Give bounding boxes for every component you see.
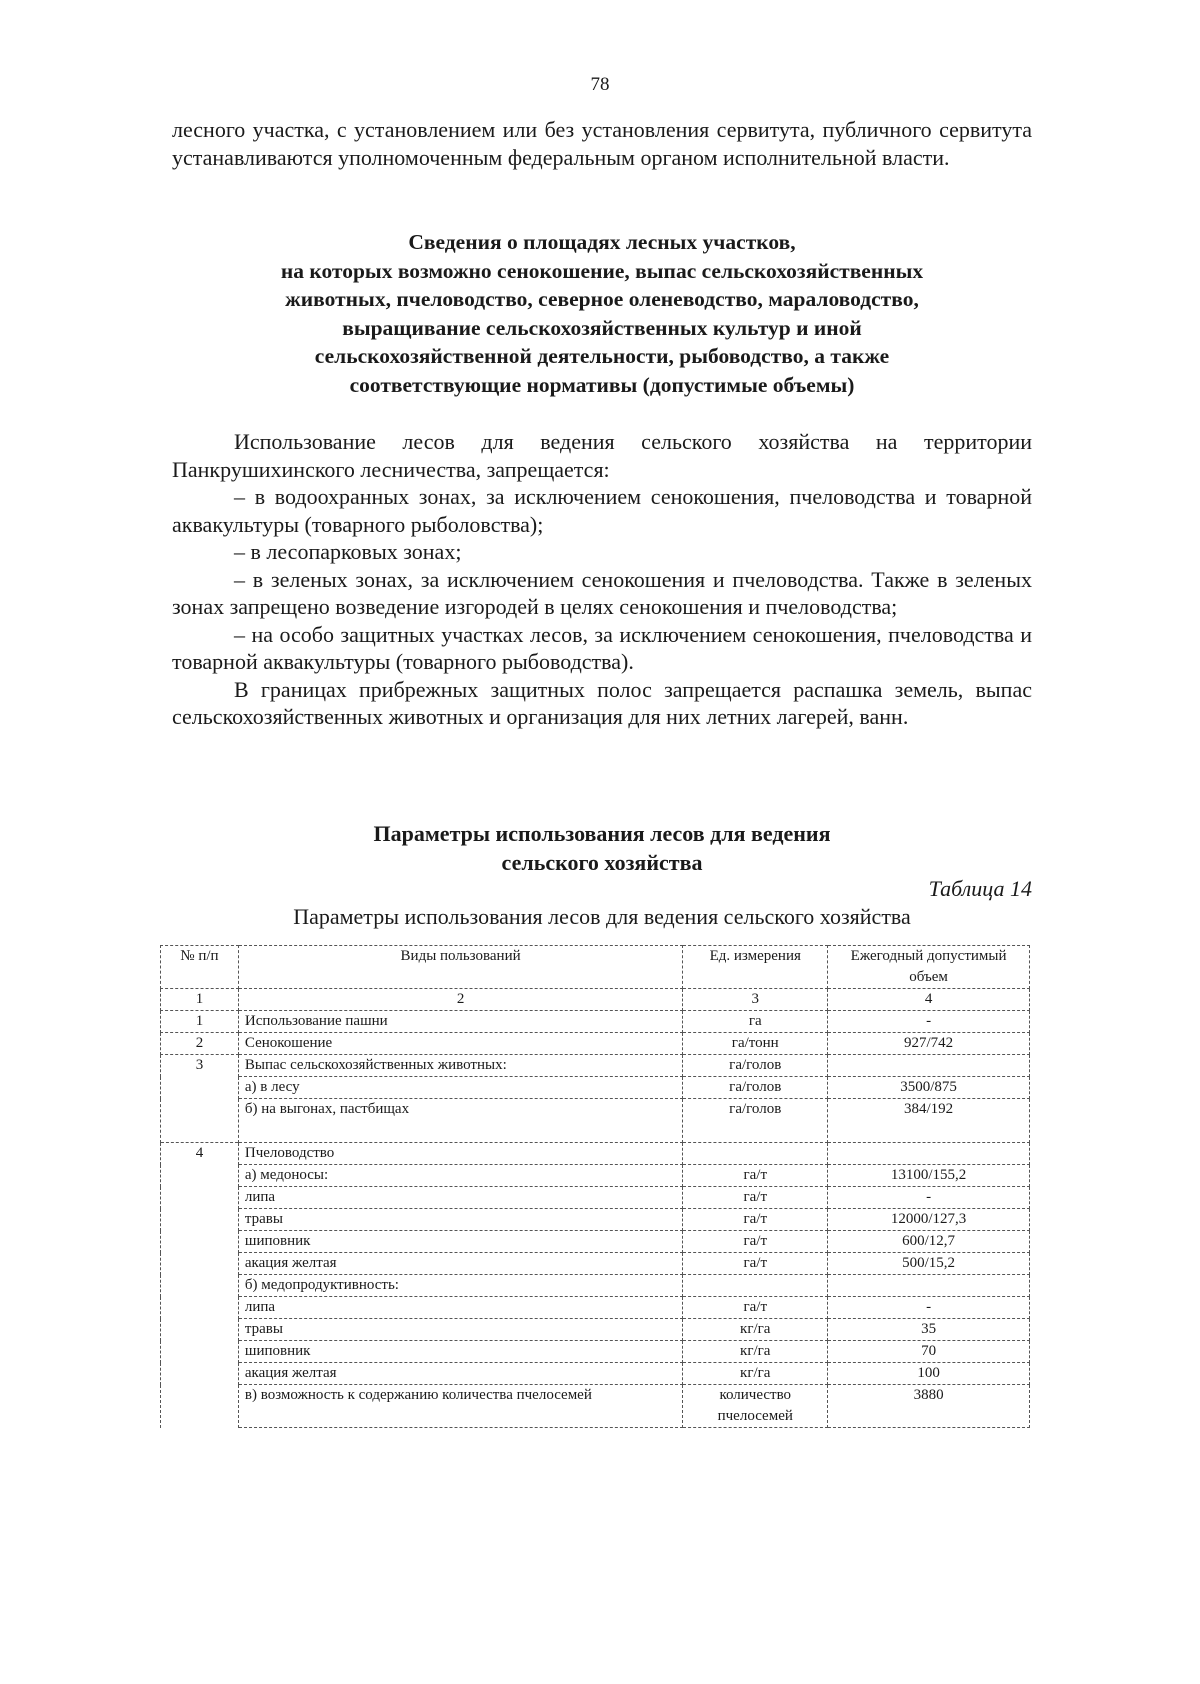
table-cell: 2 xyxy=(161,1033,239,1055)
table-row xyxy=(161,1231,1030,1253)
table-cell: 3 xyxy=(161,1055,239,1077)
table-cell xyxy=(161,1077,239,1099)
table-caption: Таблица 14 xyxy=(928,876,1032,901)
heading-line: соответствующие нормативы (допустимые объемы) xyxy=(349,372,855,397)
table-cell: шиповник xyxy=(238,1231,682,1253)
table-cell: липа xyxy=(238,1297,682,1319)
table-cell xyxy=(828,1275,1030,1297)
table-cell: акация желтая xyxy=(238,1253,682,1275)
column-number-cell: 4 xyxy=(828,989,1030,1011)
table-cell xyxy=(828,1055,1030,1077)
table-row xyxy=(161,1077,1030,1099)
table-row xyxy=(161,1363,1030,1385)
table-cell: га/голов xyxy=(683,1099,828,1143)
table-cell: га/голов xyxy=(683,1077,828,1099)
table-cell: - xyxy=(828,1297,1030,1319)
table-cell: 500/15,2 xyxy=(828,1253,1030,1275)
heading-line: сельскохозяйственной деятельности, рыбоводство, а также xyxy=(314,344,890,368)
table-cell xyxy=(161,1341,239,1363)
table-cell xyxy=(828,1143,1030,1165)
paragraph: – в водоохранных зонах, за исключением сенокошения, пчеловодства и товарной аквакультуры (товарного рыболовства); xyxy=(172,484,1032,537)
table-cell: а) в лесу xyxy=(238,1077,682,1099)
table-cell: травы xyxy=(238,1209,682,1231)
table-cell: га/тонн xyxy=(683,1033,828,1055)
table-cell xyxy=(161,1385,239,1428)
table-cell: б) на выгонах, пастбищах xyxy=(238,1099,682,1143)
table-cell: шиповник xyxy=(238,1341,682,1363)
table-cell: кг/га xyxy=(683,1319,828,1341)
table-cell: га/т xyxy=(683,1187,828,1209)
table-cell xyxy=(161,1319,239,1341)
table-cell: - xyxy=(828,1187,1030,1209)
table-row xyxy=(161,1297,1030,1319)
table-cell: га/т xyxy=(683,1297,828,1319)
table-cell xyxy=(161,1253,239,1275)
heading-line: животных, пчеловодство, северное оленеводство, мараловодство, xyxy=(285,287,919,311)
table-row xyxy=(161,1253,1030,1275)
heading-line: на которых возможно сенокошение, выпас сельскохозяйственных xyxy=(280,258,924,283)
table-section-heading xyxy=(172,820,1032,877)
table-row xyxy=(161,1187,1030,1209)
table-row xyxy=(161,1319,1030,1341)
paragraph: Использование лесов для ведения сельского хозяйства на территории Панкрушихинского лесничества, запрещается: xyxy=(172,429,1032,482)
intro-paragraph xyxy=(172,116,1032,171)
table-cell xyxy=(683,1275,828,1297)
table-cell xyxy=(161,1209,239,1231)
table-cell: 100 xyxy=(828,1363,1030,1385)
table-cell: липа xyxy=(238,1187,682,1209)
table-cell: акация желтая xyxy=(238,1363,682,1385)
table-cell: га/голов xyxy=(683,1055,828,1077)
parameters-table xyxy=(160,945,1030,1428)
table-cell: кг/га xyxy=(683,1363,828,1385)
table-cell: в) возможность к содержанию количества пчелосемей xyxy=(238,1385,682,1428)
table-cell: 1 xyxy=(161,1011,239,1033)
table-row xyxy=(161,1099,1030,1143)
heading-line: Сведения о площадях лесных участков, xyxy=(408,230,796,254)
table-cell: 3880 xyxy=(828,1385,1030,1428)
table-cell: 12000/127,3 xyxy=(828,1209,1030,1231)
table-cell xyxy=(161,1165,239,1187)
header-cell: Ед. измерения xyxy=(683,946,828,989)
table-cell: кг/га xyxy=(683,1341,828,1363)
table-cell: га/т xyxy=(683,1231,828,1253)
table-cell xyxy=(161,1187,239,1209)
heading-line: выращивание сельскохозяйственных культур и иной xyxy=(342,315,862,340)
table-cell: Использование пашни xyxy=(238,1011,682,1033)
heading-line: сельского хозяйства xyxy=(501,849,703,875)
table-title: Параметры использования лесов для ведения сельского хозяйства xyxy=(293,904,911,929)
intro-text: лесного участка, с установлением или без установления сервитута, публичного сервитута устанавливаются уполномоченным федеральным органом исполнительной власти. xyxy=(172,117,1032,170)
table-cell: 384/192 xyxy=(828,1099,1030,1143)
table-cell: 927/742 xyxy=(828,1033,1030,1055)
table-row xyxy=(161,1209,1030,1231)
table-cell: га/т xyxy=(683,1165,828,1187)
header-cell: № п/п xyxy=(161,946,239,989)
table-cell: Сенокошение xyxy=(238,1033,682,1055)
header-cell: Виды пользований xyxy=(238,946,682,989)
table-row xyxy=(161,1143,1030,1165)
table-cell: количество пчелосемей xyxy=(683,1385,828,1428)
table-row xyxy=(161,1033,1030,1055)
column-number-cell: 3 xyxy=(683,989,828,1011)
table-cell: Выпас сельскохозяйственных животных: xyxy=(238,1055,682,1077)
table-row xyxy=(161,1341,1030,1363)
table-cell xyxy=(161,1099,239,1143)
table-cell: травы xyxy=(238,1319,682,1341)
table-cell: 13100/155,2 xyxy=(828,1165,1030,1187)
table-cell: - xyxy=(828,1011,1030,1033)
table-cell: га xyxy=(683,1011,828,1033)
table-cell: а) медоносы: xyxy=(238,1165,682,1187)
header-cell: Ежегодный допустимый объем xyxy=(828,946,1030,989)
table-row xyxy=(161,1275,1030,1297)
table-cell: б) медопродуктивность: xyxy=(238,1275,682,1297)
table-cell xyxy=(683,1143,828,1165)
column-number-row xyxy=(161,989,1030,1011)
table-cell: Пчеловодство xyxy=(238,1143,682,1165)
table-row xyxy=(161,1385,1030,1428)
table-cell: 4 xyxy=(161,1143,239,1165)
table-row xyxy=(161,1055,1030,1077)
table-cell: 70 xyxy=(828,1341,1030,1363)
table-cell: 600/12,7 xyxy=(828,1231,1030,1253)
section-heading xyxy=(172,228,1032,399)
table-cell xyxy=(161,1363,239,1385)
table-cell: га/т xyxy=(683,1253,828,1275)
table-cell: га/т xyxy=(683,1209,828,1231)
table-header-row xyxy=(161,946,1030,989)
table-row xyxy=(161,1011,1030,1033)
table-row xyxy=(161,1165,1030,1187)
table-cell: 3500/875 xyxy=(828,1077,1030,1099)
heading-line: Параметры использования лесов для ведения xyxy=(373,821,831,846)
table-cell xyxy=(161,1231,239,1253)
paragraph: – в зеленых зонах, за исключением сенокошения и пчеловодства. Также в зеленых зонах запрещено возведение изгородей в целях сенокошения и пчеловодства; xyxy=(172,566,1032,619)
column-number-cell: 2 xyxy=(238,989,682,1011)
paragraph: – в лесопарковых зонах; xyxy=(234,539,462,564)
paragraph: В границах прибрежных защитных полос запрещается распашка земель, выпас сельскохозяйственных животных и организация для них летних лагерей, ванн. xyxy=(172,676,1032,729)
table-cell xyxy=(161,1297,239,1319)
paragraph: – на особо защитных участках лесов, за исключением сенокошения, пчеловодства и товарной аквакультуры (товарного рыбоводства). xyxy=(172,621,1032,674)
body-text xyxy=(172,428,1032,731)
table-cell xyxy=(161,1275,239,1297)
page-number: 78 xyxy=(590,74,610,95)
table-cell: 35 xyxy=(828,1319,1030,1341)
column-number-cell: 1 xyxy=(161,989,239,1011)
